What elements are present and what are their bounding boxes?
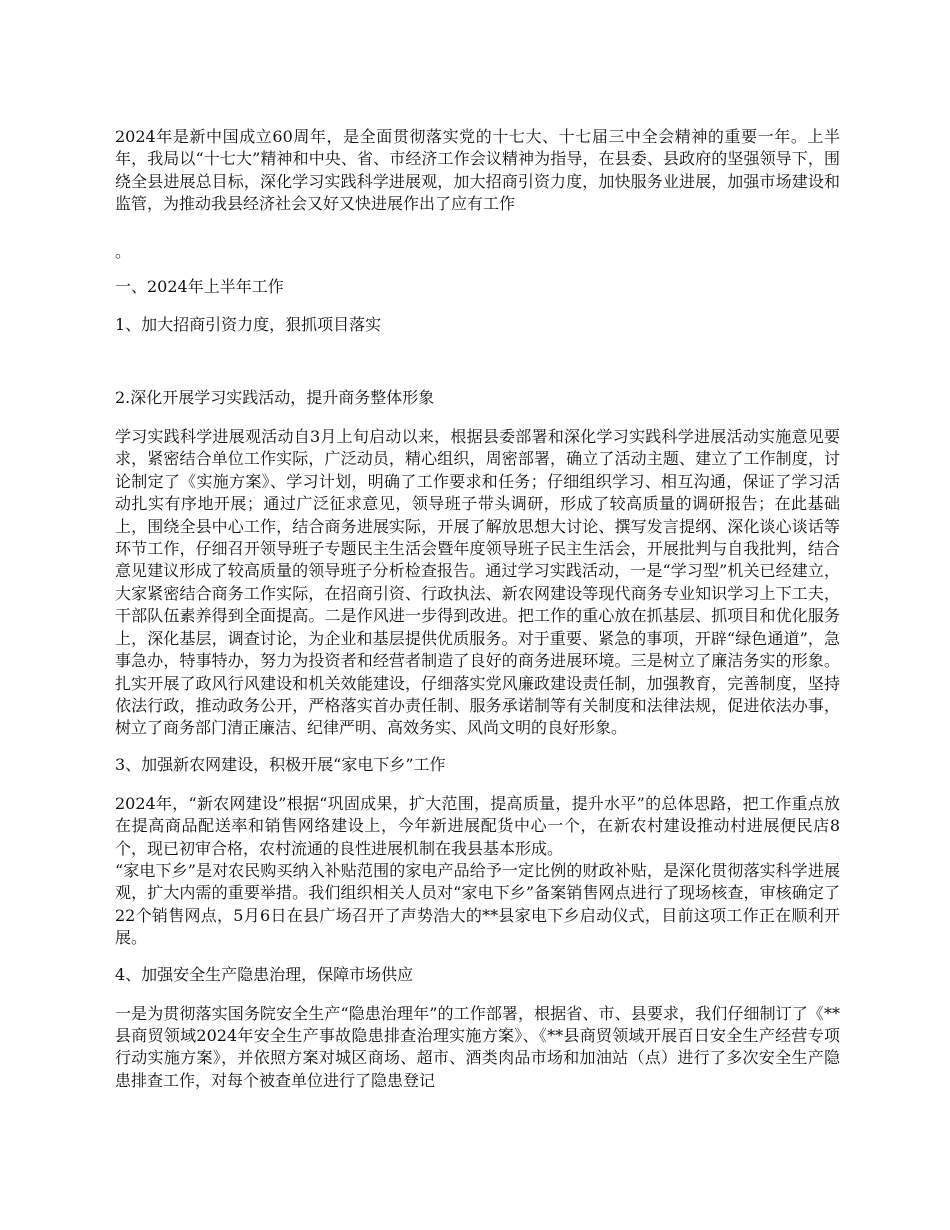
item4-title: 4、加强安全生产隐患治理，保障市场供应 [115, 964, 414, 984]
item1-title: 1、加大招商引资力度，狠抓项目落实 [115, 315, 382, 335]
item2-title: 2.深化开展学习实践活动，提升商务整体形象 [115, 388, 435, 408]
item4-body: 一是为贯彻落实国务院安全生产“隐患治理年”的工作部署，根据省、市、县要求，我们仔细制订了《**县商贸领域2024年安全生产事故隐患排查治理实施方案》、《**县商贸领域开展百日安全生产经营专项行动实施方案》，并依照方案对城区商场、超市、酒类肉品市场和加油站（点）进行了多次安全生产隐患排查工作，对每个被查单位进行了隐患登记 [115, 1003, 840, 1090]
intro-end-mark: 。 [115, 241, 132, 261]
item3-title: 3、加强新农网建设，积极开展“家电下乡”工作 [115, 754, 446, 774]
item2-body: 学习实践科学进展观活动自3月上旬启动以来，根据县委部署和深化学习实践科学进展活动实施意见要求，紧密结合单位工作实际，广泛动员，精心组织，周密部署，确立了活动主题、建立了工作制度，讨论制定了《实施方案》、学习计划，明确了工作要求和任务；仔细组织学习、相互沟通，保证了学习活动扎实有序地开展；通过广泛征求意见，领导班子带头调研，形成了较高质量的调研报告；在此基础上，围绕全县中心工作，结合商务进展实际，开展了解放思想大讨论、撰写发言提纲、深化谈心谈话等环节工作，仔细召开领导班子专题民主生活会暨年度领导班子民主生活会，开展批判与自我批判，结合意见建议形成了较高质量的领导班子分析检查报告。通过学习实践活动，一是“学习型”机关已经建立，大家紧密结合商务工作实际，在招商引资、行政执法、新农网建设等现代商务专业知识学习上下工夫，干部队伍素养得到全面提高。二是作风进一步得到改进。把工作的重心放在抓基层、抓项目和优化服务上，深化基层，调查讨论，为企业和基层提供优质服务。对于重要、紧急的事项，开辟“绿色通道”，急事急办，特事特办，努力为投资者和经营者制造了良好的商务进展环境。三是树立了廉洁务实的形象。扎实开展了政风行风建设和机关效能建设，仔细落实党风廉政建设责任制，加强教育，完善制度，坚持依法行政，推动政务公开，严格落实首办责任制、服务承诺制等有关制度和法律法规，促进依法办事，树立了商务部门清正廉洁、纪律严明、高效务实、风尚文明的良好形象。 [115, 427, 840, 738]
item3-body-b: “家电下乡”是对农民购买纳入补贴范围的家电产品给予一定比例的财政补贴，是深化贯彻落实科学进展观，扩大内需的重要举措。我们组织相关人员对“家电下乡”备案销售网点进行了现场核查，审核确定了22个销售网点，5月6日在县广场召开了声势浩大的**县家电下乡启动仪式，目前这项工作正在顺利开展。 [115, 860, 840, 948]
section1-title: 一、2024年上半年工作 [115, 277, 284, 297]
intro-paragraph: 2024年是新中国成立60周年，是全面贯彻落实党的十七大、十七届三中全会精神的重要一年。上半年，我局以“十七大”精神和中央、省、市经济工作会议精神为指导，在县委、县政府的坚强领导下，围绕全县进展总目标，深化学习实践科学进展观，加大招商引资力度，加快服务业进展，加强市场建设和监管，为推动我县经济社会又好又快进展作出了应有工作 [115, 127, 840, 214]
document-page [115, 126, 840, 1092]
item3-body-a: 2024年，“新农网建设”根据“巩固成果，扩大范围，提高质量，提升水平”的总体思路，把工作重点放在提高商品配送率和销售网络建设上，今年新进展配货中心一个，在新农村建设推动村进展便民店8个，现已初审合格，农村流通的良性进展机制在我县基本形成。 [115, 793, 840, 858]
